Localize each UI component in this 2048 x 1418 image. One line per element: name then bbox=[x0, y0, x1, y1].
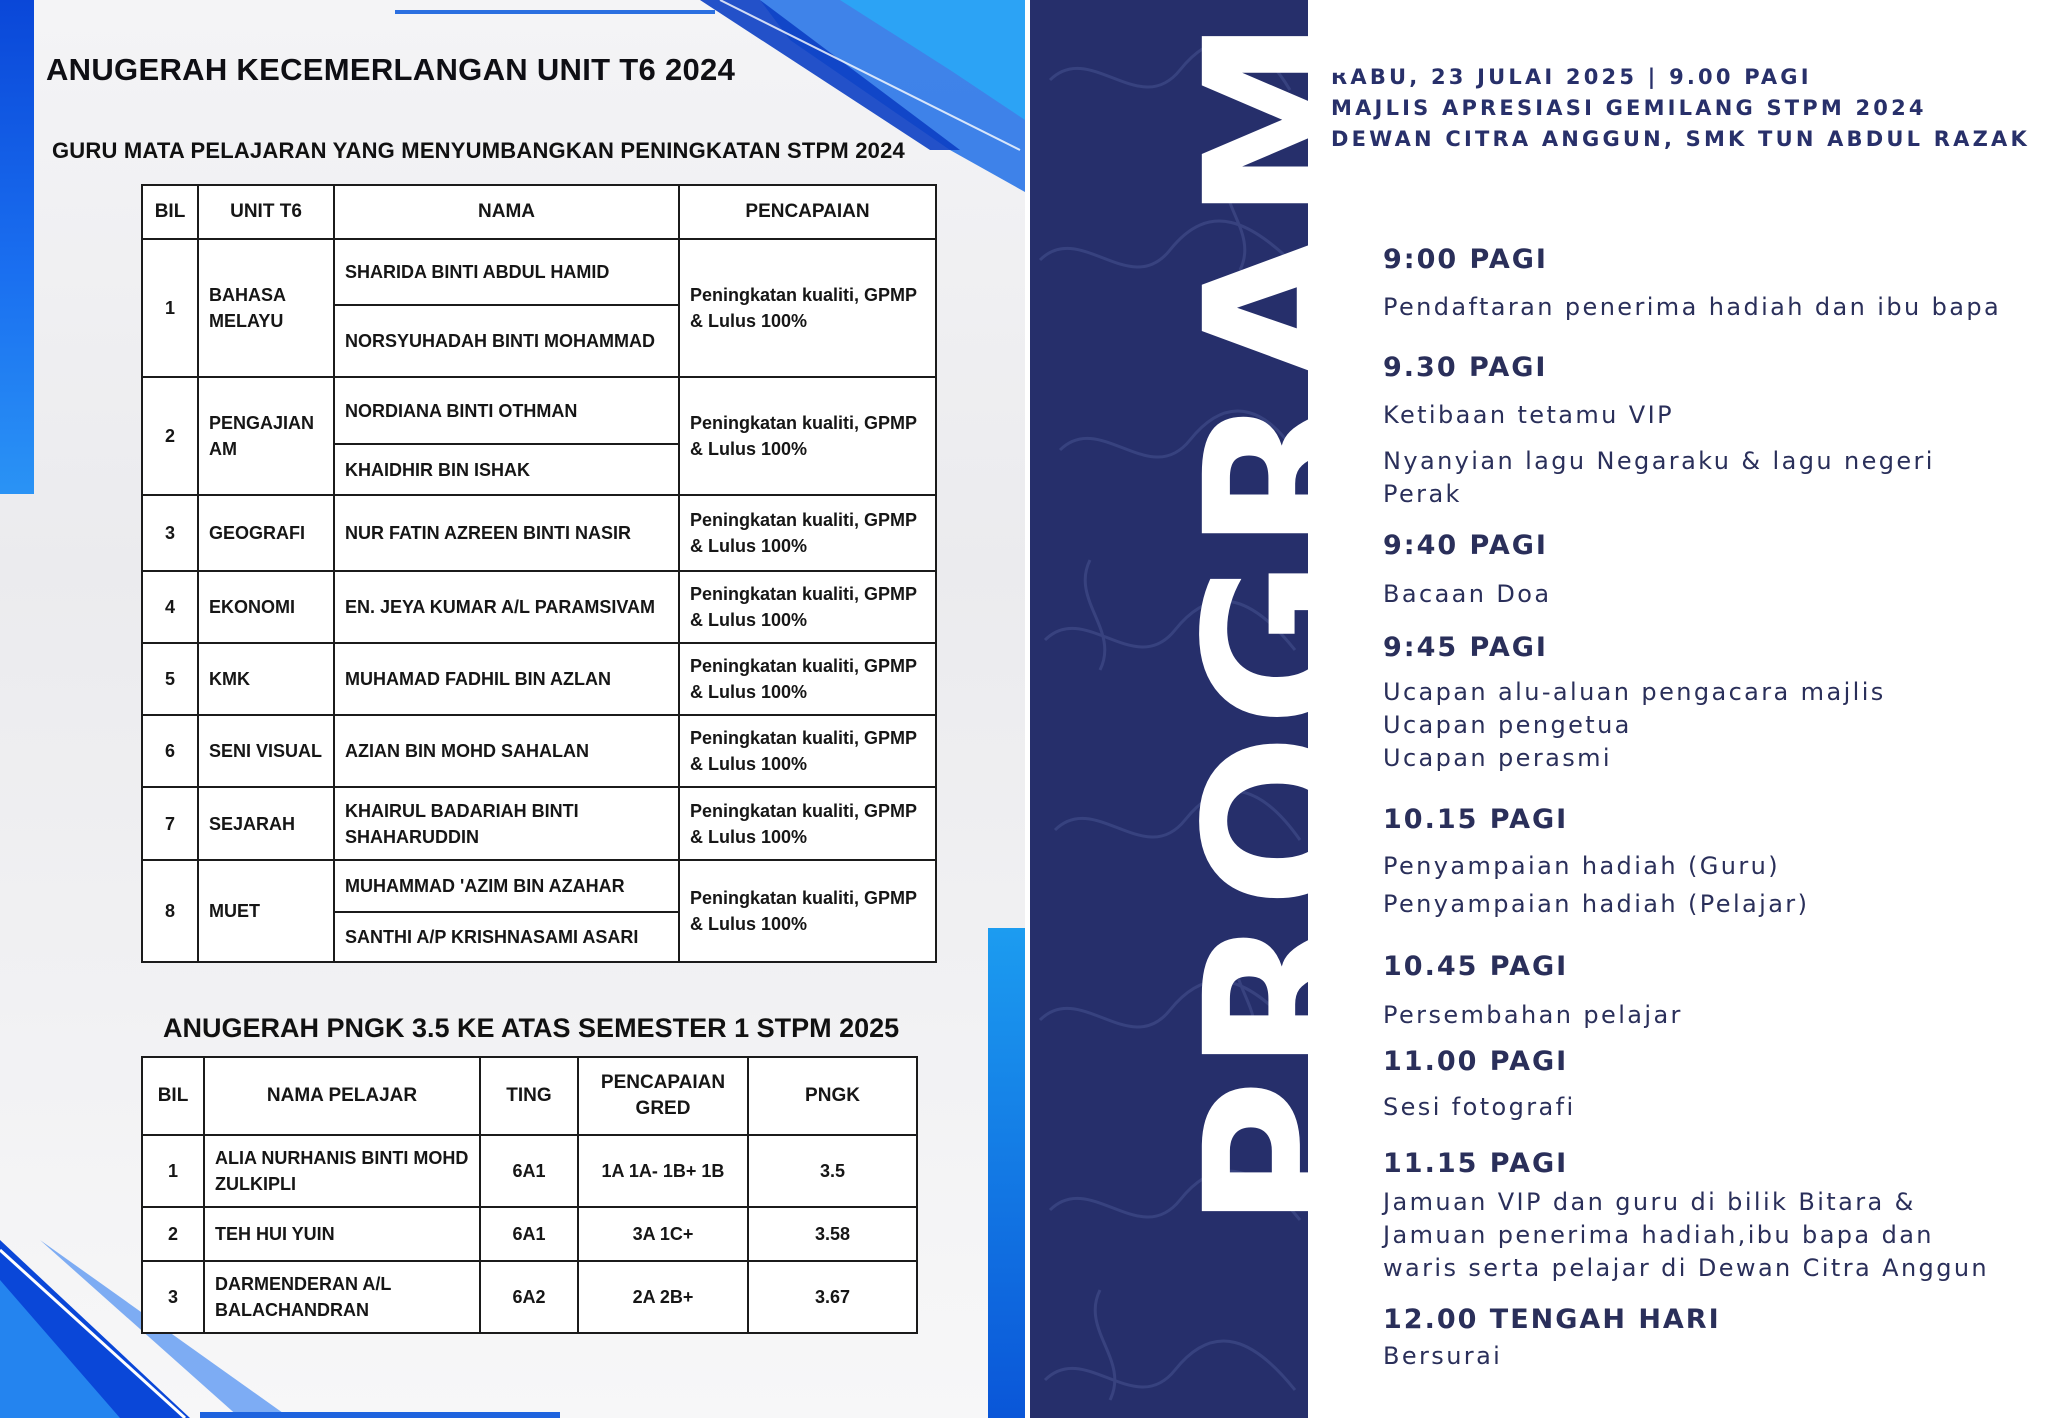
schedule-activity: Ucapan pengetua bbox=[1383, 711, 1632, 739]
schedule-time: 11.00 PAGI bbox=[1383, 1046, 1569, 1077]
row-number: 3 bbox=[142, 495, 198, 571]
teacher-name: KHAIRUL BADARIAH BINTI SHAHARUDDIN bbox=[334, 787, 679, 860]
row-number: 4 bbox=[142, 571, 198, 643]
row-number: 5 bbox=[142, 643, 198, 715]
grade-achievement: 3A 1C+ bbox=[578, 1207, 748, 1261]
table-row bbox=[142, 787, 936, 860]
schedule-activity: Penyampaian hadiah (Pelajar) bbox=[1383, 890, 1810, 918]
table-header-row bbox=[142, 185, 936, 239]
table-row bbox=[142, 1135, 917, 1207]
achievement: Peningkatan kualiti, GPMP & Lulus 100% bbox=[679, 715, 936, 787]
table-row bbox=[142, 715, 936, 787]
schedule-activity: Ucapan perasmi bbox=[1383, 744, 1612, 772]
student-name: TEH HUI YUIN bbox=[204, 1207, 480, 1261]
teacher-award-caption: GURU MATA PELAJARAN YANG MENYUMBANGKAN PENINGKATAN STPM 2024 bbox=[52, 138, 905, 163]
table-row bbox=[142, 1261, 917, 1333]
student-name: ALIA NURHANIS BINTI MOHD ZULKIPLI bbox=[204, 1135, 480, 1207]
unit-name: BAHASA MELAYU bbox=[198, 239, 334, 377]
row-number: 3 bbox=[142, 1261, 204, 1333]
schedule-time: 9:00 PAGI bbox=[1383, 244, 1548, 275]
teacher-name: MUHAMAD FADHIL BIN AZLAN bbox=[334, 643, 679, 715]
unit-name: PENGAJIAN AM bbox=[198, 377, 334, 495]
student-award-table bbox=[141, 1056, 918, 1334]
schedule-time: 9:40 PAGI bbox=[1383, 530, 1548, 561]
achievement: Peningkatan kualiti, GPMP & Lulus 100% bbox=[679, 571, 936, 643]
table-row bbox=[142, 377, 936, 444]
table-row bbox=[142, 860, 936, 912]
schedule-activity: Penyampaian hadiah (Guru) bbox=[1383, 852, 1781, 880]
schedule-activity: Sesi fotografi bbox=[1383, 1093, 1576, 1121]
schedule-activity: Ketibaan tetamu VIP bbox=[1383, 401, 1674, 429]
achievement: Peningkatan kualiti, GPMP & Lulus 100% bbox=[679, 643, 936, 715]
header-achievement: PENCAPAIAN bbox=[679, 185, 936, 239]
decorative-blue-bar-left bbox=[0, 0, 34, 494]
header-pngk: PNGK bbox=[748, 1057, 917, 1135]
form-class: 6A2 bbox=[480, 1261, 578, 1333]
schedule-time: 10.45 PAGI bbox=[1383, 951, 1569, 982]
achievement: Peningkatan kualiti, GPMP & Lulus 100% bbox=[679, 787, 936, 860]
unit-name: SEJARAH bbox=[198, 787, 334, 860]
student-award-caption: ANUGERAH PNGK 3.5 KE ATAS SEMESTER 1 STPM 2025 bbox=[163, 1013, 900, 1043]
header-unit: UNIT T6 bbox=[198, 185, 334, 239]
schedule-time: 12.00 TENGAH HARI bbox=[1383, 1304, 1721, 1335]
row-number: 1 bbox=[142, 239, 198, 377]
teacher-name: EN. JEYA KUMAR A/L PARAMSIVAM bbox=[334, 571, 679, 643]
achievement: Peningkatan kualiti, GPMP & Lulus 100% bbox=[679, 860, 936, 962]
row-number: 8 bbox=[142, 860, 198, 962]
teacher-name: SANTHI A/P KRISHNASAMI ASARI bbox=[334, 912, 679, 962]
pngk-value: 3.5 bbox=[748, 1135, 917, 1207]
unit-name: KMK bbox=[198, 643, 334, 715]
event-name: MAJLIS APRESIASI GEMILANG STPM 2024 bbox=[1331, 96, 1927, 120]
unit-name: MUET bbox=[198, 860, 334, 962]
schedule-activity: Jamuan VIP dan guru di bilik Bitara & bbox=[1383, 1188, 1916, 1216]
student-name: DARMENDERAN A/L BALACHANDRAN bbox=[204, 1261, 480, 1333]
table-row bbox=[142, 643, 936, 715]
row-number: 1 bbox=[142, 1135, 204, 1207]
page-title: ANUGERAH KECEMERLANGAN UNIT T6 2024 bbox=[46, 52, 736, 87]
teacher-name: MUHAMMAD 'AZIM BIN AZAHAR bbox=[334, 860, 679, 912]
schedule-time: 11.15 PAGI bbox=[1383, 1148, 1569, 1179]
achievement: Peningkatan kualiti, GPMP & Lulus 100% bbox=[679, 377, 936, 495]
decorative-blue-line-top bbox=[395, 10, 715, 14]
teacher-name: NUR FATIN AZREEN BINTI NASIR bbox=[334, 495, 679, 571]
schedule-activity: waris serta pelajar di Dewan Citra Anggun bbox=[1383, 1254, 1990, 1282]
unit-name: EKONOMI bbox=[198, 571, 334, 643]
pngk-value: 3.67 bbox=[748, 1261, 917, 1333]
schedule-time: 9.30 PAGI bbox=[1383, 352, 1548, 383]
teacher-name: NORSYUHADAH BINTI MOHAMMAD bbox=[334, 305, 679, 377]
schedule-activity: Bacaan Doa bbox=[1383, 580, 1552, 608]
header-bil: BIL bbox=[142, 1057, 204, 1135]
table-row bbox=[142, 239, 936, 305]
row-number: 6 bbox=[142, 715, 198, 787]
header-bil: BIL bbox=[142, 185, 198, 239]
schedule-activity: Bersurai bbox=[1383, 1342, 1503, 1370]
teacher-name: NORDIANA BINTI OTHMAN bbox=[334, 377, 679, 444]
schedule-activity: Pendaftaran penerima hadiah dan ibu bapa bbox=[1383, 293, 2002, 321]
row-number: 7 bbox=[142, 787, 198, 860]
form-class: 6A1 bbox=[480, 1207, 578, 1261]
table-header-row bbox=[142, 1057, 917, 1135]
schedule-time: 10.15 PAGI bbox=[1383, 804, 1569, 835]
unit-name: GEOGRAFI bbox=[198, 495, 334, 571]
grade-achievement: 1A 1A- 1B+ 1B bbox=[578, 1135, 748, 1207]
program-vertical-title: PROGRAM bbox=[1161, 11, 1401, 1230]
table-row bbox=[142, 495, 936, 571]
schedule-activity: Jamuan penerima hadiah,ibu bapa dan bbox=[1383, 1221, 1934, 1249]
schedule-activity: Ucapan alu-aluan pengacara majlis bbox=[1383, 678, 1886, 706]
schedule-activity: Perak bbox=[1383, 480, 1462, 508]
teacher-name: KHAIDHIR BIN ISHAK bbox=[334, 444, 679, 495]
header-form: TING bbox=[480, 1057, 578, 1135]
row-number: 2 bbox=[142, 1207, 204, 1261]
row-number: 2 bbox=[142, 377, 198, 495]
event-venue: DEWAN CITRA ANGGUN, SMK TUN ABDUL RAZAK bbox=[1331, 127, 2030, 151]
header-name: NAMA bbox=[334, 185, 679, 239]
header-student-name: NAMA PELAJAR bbox=[204, 1057, 480, 1135]
schedule-activity: Nyanyian lagu Negaraku & lagu negeri bbox=[1383, 447, 1935, 475]
teacher-name: AZIAN BIN MOHD SAHALAN bbox=[334, 715, 679, 787]
achievement: Peningkatan kualiti, GPMP & Lulus 100% bbox=[679, 239, 936, 377]
header-grade: PENCAPAIAN GRED bbox=[578, 1057, 748, 1135]
form-class: 6A1 bbox=[480, 1135, 578, 1207]
achievement: Peningkatan kualiti, GPMP & Lulus 100% bbox=[679, 495, 936, 571]
teacher-award-table bbox=[141, 184, 937, 963]
pngk-value: 3.58 bbox=[748, 1207, 917, 1261]
teacher-name: SHARIDA BINTI ABDUL HAMID bbox=[334, 239, 679, 305]
decorative-blue-bar-right bbox=[988, 928, 1025, 1418]
grade-achievement: 2A 2B+ bbox=[578, 1261, 748, 1333]
table-row bbox=[142, 1207, 917, 1261]
event-header bbox=[1331, 62, 2030, 155]
table-row bbox=[142, 571, 936, 643]
event-date-time: RABU, 23 JULAI 2025 | 9.00 PAGI bbox=[1331, 65, 1812, 89]
unit-name: SENI VISUAL bbox=[198, 715, 334, 787]
schedule-activity: Persembahan pelajar bbox=[1383, 1001, 1683, 1029]
schedule-time: 9:45 PAGI bbox=[1383, 632, 1548, 663]
